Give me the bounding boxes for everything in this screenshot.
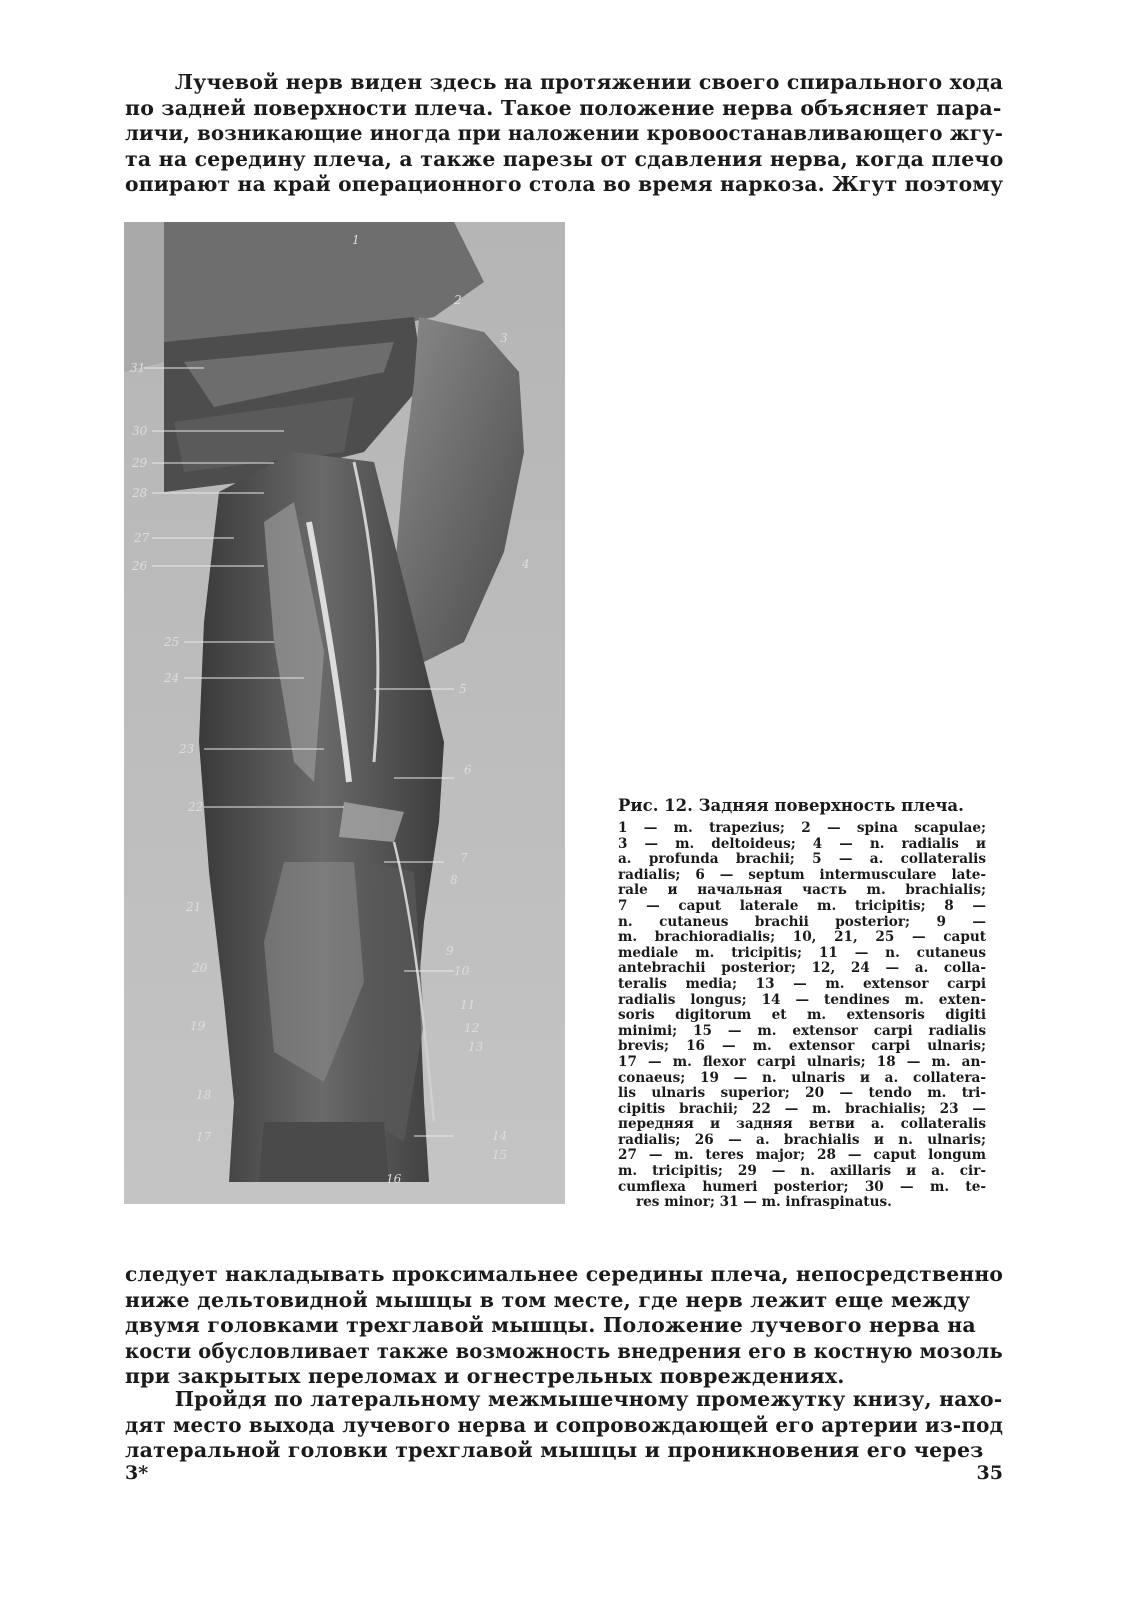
page-number: 35 xyxy=(976,1462,1003,1484)
figure-drawing xyxy=(124,222,565,1204)
signature-mark: 3* xyxy=(125,1462,149,1484)
figure-label: 13 xyxy=(468,1040,484,1054)
figure-label: 9 xyxy=(446,944,454,958)
figure-label: 29 xyxy=(132,456,148,470)
figure-label: 19 xyxy=(190,1019,206,1033)
caption-title: Рис. 12. Задняя поверхность плеча. xyxy=(618,796,964,815)
caption-line: res minor; 31 — m. infraspinatus. xyxy=(636,1194,892,1211)
figure-label: 20 xyxy=(192,961,208,975)
paragraph-top xyxy=(125,70,1003,198)
figure-label: 10 xyxy=(454,964,470,978)
caption-line: передняя и задняя ветви a. collateralis xyxy=(618,1116,986,1133)
text-line: та на середину плеча, а также парезы от сдавления нерва, когда плечо xyxy=(125,146,1004,171)
caption-line: rale и начальная часть m. brachialis; xyxy=(618,882,986,899)
figure-label: 24 xyxy=(164,671,180,685)
caption-line: conaeus; 19 — n. ulnaris и a. collatera- xyxy=(618,1069,986,1086)
figure-label: 7 xyxy=(460,851,468,865)
caption-line: m. tricipitis; 29 — n. axillaris и a. cir- xyxy=(618,1163,986,1180)
caption-line: brevis; 16 — m. extensor carpi ulnaris; xyxy=(618,1038,986,1055)
figure-label: 17 xyxy=(196,1130,212,1144)
caption-line: 27 — m. teres major; 28 — caput longum xyxy=(618,1147,986,1164)
text-line: по задней поверхности плеча. Такое положение нерва объясняет пара- xyxy=(125,95,1002,120)
caption-line: 1 — m. trapezius; 2 — spina scapulae; xyxy=(618,820,986,836)
paragraph-bottom xyxy=(125,1387,1003,1464)
caption-line: n. cutaneus brachii posterior; 9 — xyxy=(618,913,986,930)
text-line: при закрытых переломах и огнестрельных повреждениях. xyxy=(125,1364,845,1388)
figure-label: 26 xyxy=(132,559,148,573)
figure-label: 8 xyxy=(450,873,458,887)
caption-body xyxy=(618,821,986,1211)
figure-label: 14 xyxy=(492,1129,508,1143)
figure-label: 25 xyxy=(164,635,180,649)
text-line: ниже дельтовидной мышцы в том месте, где нерв лежит еще между xyxy=(125,1287,971,1312)
figure-label: 27 xyxy=(134,531,150,545)
figure-label: 6 xyxy=(464,763,472,777)
caption-line: radialis; 6 — septum intermusculare late- xyxy=(618,866,986,883)
text-line: кости обусловливает также возможность внедрения его в костную мозоль xyxy=(125,1338,1003,1363)
figure-label: 3 xyxy=(500,331,508,345)
figure-label: 12 xyxy=(464,1021,480,1035)
figure-label: 28 xyxy=(132,486,148,500)
figure-label: 31 xyxy=(130,361,146,375)
text-line: латеральной головки трехглавой мышцы и проникновения его через xyxy=(125,1438,984,1462)
figure-label: 11 xyxy=(460,998,476,1012)
figure-label: 4 xyxy=(522,557,530,571)
caption-line: minimi; 15 — m. extensor carpi radialis xyxy=(618,1022,986,1039)
figure-label: 22 xyxy=(188,800,204,814)
caption-line: teralis media; 13 — m. extensor carpi xyxy=(618,975,986,992)
text-line: Лучевой нерв виден здесь на протяжении своего спирального хода xyxy=(174,70,1004,94)
figure-label: 18 xyxy=(196,1088,212,1102)
caption-line: 7 — caput laterale m. tricipitis; 8 — xyxy=(618,897,986,914)
figure-label: 5 xyxy=(459,682,467,696)
figure-label: 30 xyxy=(132,424,148,438)
figure-label: 23 xyxy=(179,742,195,756)
figure-label: 15 xyxy=(492,1148,508,1162)
caption-line: a. profunda brachii; 5 — a. collateralis xyxy=(618,851,986,868)
caption-line: lis ulnaris superior; 20 — tendo m. tri- xyxy=(618,1085,986,1102)
text-line: следует накладывать проксимальнее середины плеча, непосредственно xyxy=(125,1262,1004,1286)
figure-label: 21 xyxy=(186,900,202,914)
caption-line: cumflexa humeri posterior; 30 — m. te- xyxy=(618,1178,986,1195)
text-line: опирают на край операционного стола во время наркоза. Жгут поэтому xyxy=(125,172,1004,196)
paragraph-middle xyxy=(125,1262,1003,1390)
text-line: двумя головками трехглавой мышцы. Положение лучевого нерва на xyxy=(125,1313,976,1337)
caption-line: 17 — m. flexor carpi ulnaris; 18 — m. an- xyxy=(618,1053,986,1070)
figure-label: 2 xyxy=(454,293,462,307)
text-line: личи, возникающие иногда при наложении кровоостанавливающего жгу- xyxy=(125,121,1004,145)
caption-line: mediale m. tricipitis; 11 — n. cutaneus xyxy=(618,944,986,961)
caption-line: 3 — m. deltoideus; 4 — n. radialis и xyxy=(618,835,986,852)
text-line: дят место выхода лучевого нерва и сопровождающей его артерии из-под xyxy=(125,1412,1004,1437)
figure-label: 16 xyxy=(386,1172,402,1186)
figure-label: 1 xyxy=(352,233,360,247)
anatomical-figure xyxy=(124,222,565,1204)
caption-line: antebrachii posterior; 12, 24 — a. colla- xyxy=(618,960,986,977)
text-line: Пройдя по латеральному межмышечному промежутку книзу, нахо- xyxy=(174,1387,1003,1411)
caption-line: radialis longus; 14 — tendines m. exten- xyxy=(618,991,986,1008)
caption-line: radialis; 26 — a. brachialis и n. ulnaris; xyxy=(618,1131,986,1148)
caption-line: cipitis brachii; 22 — m. brachialis; 23 — xyxy=(618,1100,986,1117)
caption-line: m. brachioradialis; 10, 21, 25 — caput xyxy=(618,929,986,946)
caption-line: soris digitorum et m. extensoris digiti xyxy=(618,1007,986,1024)
figure-caption xyxy=(618,795,986,1211)
